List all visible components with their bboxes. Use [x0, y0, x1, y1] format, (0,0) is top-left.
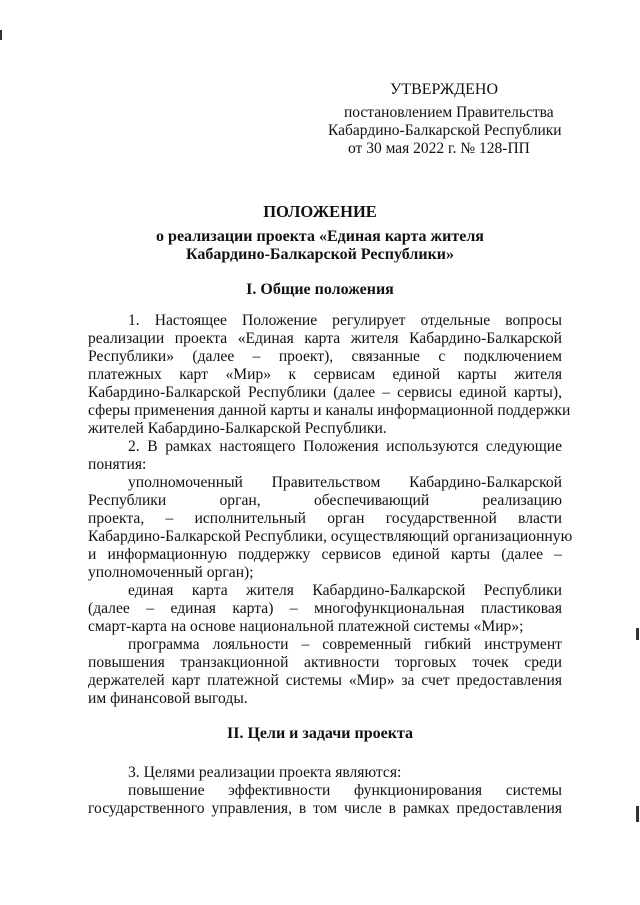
document-title: ПОЛОЖЕНИЕ [263, 202, 377, 221]
text-line: Республики орган, обеспечивающий реализацию [88, 492, 562, 509]
text-line: повышение эффективности функционирования системы [128, 782, 562, 799]
text-line: держателей карт платежной системы «Мир» за счет предоставления [88, 672, 562, 689]
text-line: платежных карт «Мир» к сервисам единой карты жителя [88, 366, 562, 383]
text-line: сферы применения данной карты и каналы информационной поддержки [88, 402, 571, 419]
section-2-heading: II. Цели и задачи проекта [226, 725, 414, 742]
scan-mark-right-lower [636, 806, 639, 822]
scan-mark-top-left [0, 30, 2, 40]
section-1-heading: I. Общие положения [246, 281, 394, 298]
text-line: государственного управления, в том числе в рамках предоставления [88, 800, 562, 817]
text-line: и информационную поддержку сервисов единой карты (далее – [88, 546, 562, 563]
text-line: (далее – единая карта) – многофункциональная пластиковая [88, 600, 562, 617]
text-line: Республики» (далее – проект), связанные с подключением [88, 348, 562, 365]
approval-line-3: от 30 мая 2022 г. № 128-ПП [348, 140, 530, 157]
approval-line-1: постановлением Правительства [344, 104, 554, 121]
text-line: понятия: [88, 456, 147, 473]
text-line: единая карта жителя Кабардино-Балкарской Республики [128, 582, 562, 599]
text-line: Кабардино-Балкарской Республики, осуществляющий организационную [88, 528, 573, 545]
text-line: реализации проекта «Единая карта жителя Кабардино-Балкарской [88, 330, 562, 347]
text-line: уполномоченный орган); [88, 564, 254, 581]
text-line: смарт-карта на основе национальной платежной системы «Мир»; [88, 618, 524, 635]
text-line: уполномоченный Правительством Кабардино-Балкарской [128, 474, 562, 491]
text-line: повышения транзакционной активности торговых точек среди [88, 654, 562, 671]
approval-line-2: Кабардино-Балкарской Республики [328, 122, 562, 139]
text-line: 1. Настоящее Положение регулирует отдельные вопросы [128, 312, 562, 329]
text-line: им финансовой выгоды. [88, 690, 248, 707]
document-subtitle-line-1: о реализации проекта «Единая карта жителя [156, 228, 484, 245]
text-line: жителей Кабардино-Балкарской Республики. [88, 420, 387, 437]
scan-mark-right [636, 628, 639, 640]
document-subtitle-line-2: Кабардино-Балкарской Республики» [185, 246, 455, 263]
text-line: проекта, – исполнительный орган государственной власти [88, 510, 562, 527]
text-line: 2. В рамках настоящего Положения используются следующие [128, 438, 562, 455]
approval-heading: УТВЕРЖДЕНО [390, 81, 499, 98]
text-line: Кабардино-Балкарской Республики (далее – сервисы единой карты), [88, 384, 562, 401]
text-line: 3. Целями реализации проекта являются: [128, 764, 402, 781]
text-line: программа лояльности – современный гибкий инструмент [128, 636, 562, 653]
